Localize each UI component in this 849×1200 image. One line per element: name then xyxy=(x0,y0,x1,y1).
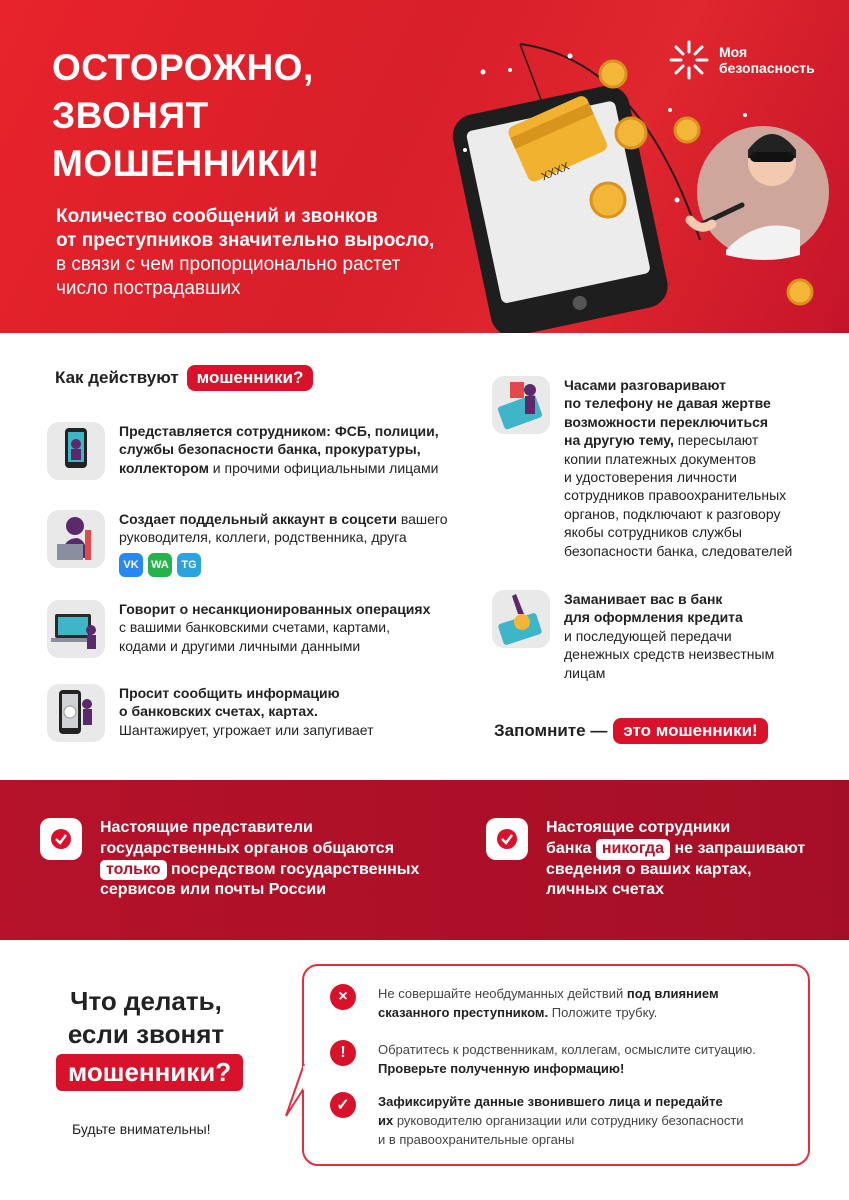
official-info-card xyxy=(40,818,419,901)
fraud-method-item xyxy=(492,590,832,682)
tip-item xyxy=(330,1040,790,1078)
money-hand-icon xyxy=(492,590,550,648)
item-bold-line: Говорит о несанкционированных операциях xyxy=(119,601,431,617)
item-text: якобы сотрудников службы xyxy=(564,524,742,541)
hero-title-line: МОШЕННИКИ! xyxy=(52,143,320,184)
tip-bold: их xyxy=(378,1113,394,1128)
item-text: Шантажирует, угрожает или запугивает xyxy=(119,721,374,738)
logo-burst-icon xyxy=(667,38,711,82)
check-icon: ✓ xyxy=(330,1092,356,1118)
band-text: государственных органов общаются xyxy=(100,839,395,857)
item-bold-line: Заманивает вас в банк xyxy=(564,591,723,607)
tip-text: и в правоохранительные органы xyxy=(378,1132,575,1147)
hero-banner xyxy=(0,0,849,333)
telegram-icon[interactable]: TG xyxy=(177,553,201,577)
laptop-fraud-icon xyxy=(47,600,105,658)
close-icon: × xyxy=(330,984,356,1010)
hero-subtitle-line: число пострадавших xyxy=(56,278,241,299)
tip-text: руководителю организации или сотруднику безопасности xyxy=(393,1113,744,1128)
tip-item xyxy=(330,1092,790,1149)
hero-title-line: ОСТОРОЖНО, xyxy=(52,47,314,88)
remember-label: Запомните — xyxy=(494,721,608,740)
social-links xyxy=(119,553,448,577)
item-text: с вашими банковскими счетами, картами, xyxy=(119,619,390,636)
what-pill: мошенники? xyxy=(56,1054,243,1091)
tip-bold: Зафиксируйте данные звонившего лица и передайте xyxy=(378,1094,723,1109)
item-text: и прочими официальными лицами xyxy=(208,459,439,476)
fraud-method-item xyxy=(47,422,467,480)
item-text: денежных средств неизвестным xyxy=(564,646,775,663)
hero-title xyxy=(52,44,452,188)
how-heading-pill: мошенники? xyxy=(187,365,314,391)
phone-talk-icon xyxy=(492,376,550,434)
tip-item xyxy=(330,984,790,1022)
hero-subtitle xyxy=(56,205,486,301)
item-text: лицам xyxy=(564,664,606,681)
item-bold-line: для оформления кредита xyxy=(564,609,743,626)
vk-icon[interactable]: VK xyxy=(119,553,143,577)
remember-callout xyxy=(494,718,768,744)
what-to-do-heading xyxy=(56,985,236,1091)
card-number: XXXX xyxy=(539,160,572,184)
tip-text: Обратитесь к родственникам, коллегам, осмыслите ситуацию. xyxy=(378,1042,756,1057)
item-bold-line: Создает поддельный аккаунт в соцсети xyxy=(119,511,397,527)
careful-note: Будьте внимательны! xyxy=(72,1121,211,1137)
item-text: и удостоверения личности xyxy=(564,469,737,486)
check-icon xyxy=(486,818,528,860)
bubble-tail xyxy=(284,1060,308,1120)
item-text: копии платежных документов xyxy=(564,450,757,467)
item-text: кодами и другими личными данными xyxy=(119,637,361,654)
item-text: руководителя, коллеги, родственника, друга xyxy=(119,529,407,546)
logo-line: Моя xyxy=(719,44,748,60)
band-text: банка xyxy=(546,839,592,857)
item-text: и последующей передачи xyxy=(564,627,732,644)
item-text: органов, подключают к разговору xyxy=(564,505,781,522)
item-bold-line: Часами разговаривают xyxy=(564,377,726,393)
band-text: сервисов или почты России xyxy=(100,881,327,899)
item-bold-line: службы безопасности банка, прокуратуры, xyxy=(119,441,421,458)
official-icon xyxy=(47,422,105,480)
item-bold-line: о банковских счетах, картах. xyxy=(119,703,318,720)
phone-door-icon xyxy=(47,684,105,742)
item-bold-line: коллектором xyxy=(119,459,209,476)
item-bold-line: Просит сообщить информацию xyxy=(119,685,340,701)
exclamation-icon: ! xyxy=(330,1040,356,1066)
hero-title-line: ЗВОНЯТ xyxy=(52,95,209,136)
band-text: не запрашивают xyxy=(674,839,806,857)
hero-subtitle-line: от преступников значительно выросло, xyxy=(56,230,435,251)
fraud-method-item xyxy=(492,376,832,560)
hero-subtitle-line: Количество сообщений и звонков xyxy=(56,206,378,227)
whatsapp-icon[interactable]: WA xyxy=(148,553,172,577)
tip-text: Положите трубку. xyxy=(548,1005,658,1020)
tip-bold: под влиянием xyxy=(626,986,719,1001)
item-bold-line: Представляется сотрудником: ФСБ, полиции, xyxy=(119,423,439,439)
band-text: Настоящие представители xyxy=(100,819,313,836)
fraud-method-item xyxy=(47,684,467,742)
logo-line: безопасность xyxy=(719,60,815,76)
band-text: посредством государственных xyxy=(171,860,420,878)
item-text: пересылают xyxy=(673,432,759,449)
item-bold-line: по телефону не давая жертве xyxy=(564,395,771,412)
remember-pill: это мошенники! xyxy=(613,718,767,744)
how-heading xyxy=(55,365,313,391)
band-text: личных счетах xyxy=(546,881,665,899)
official-info-band xyxy=(0,780,849,940)
item-bold-line: возможности переключиться xyxy=(564,413,769,430)
tip-text: Не совершайте необдуманных действий xyxy=(378,986,627,1001)
band-pill: никогда xyxy=(596,839,670,860)
how-heading-label: Как действуют xyxy=(55,368,179,387)
what-line: если звонят xyxy=(67,1019,225,1049)
item-text: вашего xyxy=(396,511,448,527)
fraud-method-item xyxy=(47,510,467,577)
check-icon xyxy=(40,818,82,860)
hero-subtitle-line: в связи с чем пропорционально растет xyxy=(56,254,401,275)
band-text: Настоящие сотрудники xyxy=(546,819,731,836)
hacker-laptop-icon xyxy=(47,510,105,568)
what-line: Что делать, xyxy=(70,986,222,1016)
item-bold-line: на другую тему, xyxy=(564,432,674,449)
tip-bold: Проверьте полученную информацию! xyxy=(378,1061,625,1076)
brand-logo xyxy=(667,38,815,82)
band-pill: только xyxy=(100,860,167,881)
band-text: сведения о ваших картах, xyxy=(546,860,752,878)
bank-info-card xyxy=(486,818,805,901)
item-text: сотрудников правоохранительных xyxy=(564,487,787,504)
item-text: безопасности банка, следователей xyxy=(564,542,793,559)
tip-bold: сказанного преступником. xyxy=(378,1005,549,1020)
fraud-method-item xyxy=(47,600,467,658)
